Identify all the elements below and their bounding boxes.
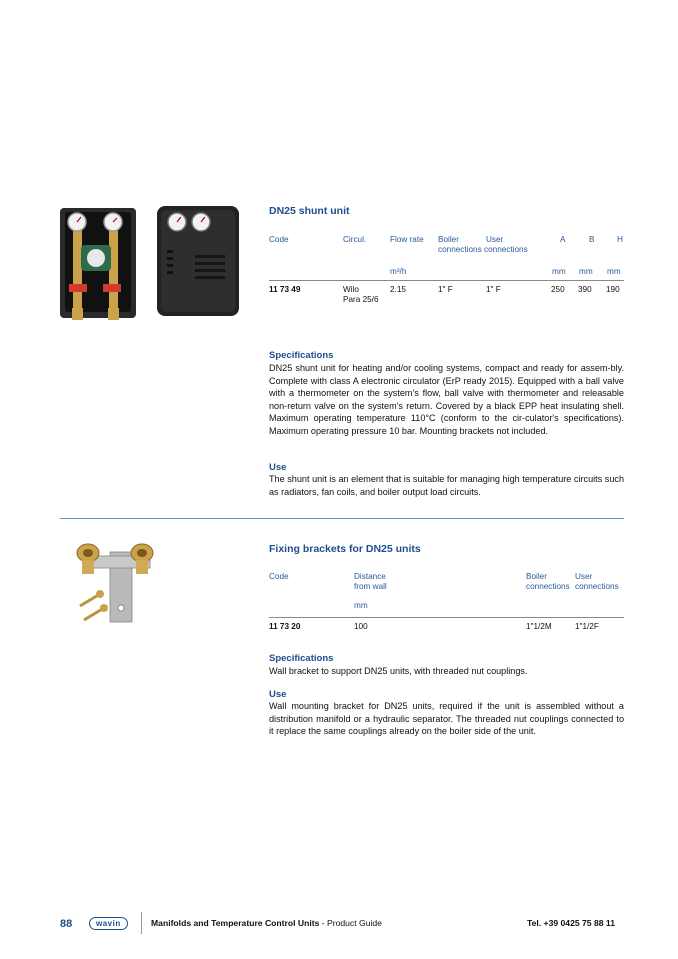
shunt-row-circul-l2: Para 25/6 [343, 295, 379, 304]
shunt-row-boiler: 1" F [438, 285, 453, 294]
shunt-unit-h: mm [607, 267, 621, 276]
brackets-unit-distance: mm [354, 601, 368, 610]
shunt-use-title: Use [269, 462, 287, 473]
shunt-th-h: H [617, 235, 623, 244]
fixing-bracket-image [70, 538, 165, 628]
brackets-th-user-l2: connections [575, 582, 619, 591]
shunt-unit-b: mm [579, 267, 593, 276]
brackets-th-boiler [526, 572, 570, 592]
brackets-spec-title: Specifications [269, 653, 334, 664]
shunt-th-b: B [589, 235, 595, 244]
brackets-spec-text: Wall bracket to support DN25 units, with threaded nut couplings. [269, 666, 528, 676]
footer-guide-bold: Manifolds and Temperature Control Units [151, 918, 320, 928]
shunt-th-user-l2: connections [484, 245, 528, 254]
brackets-row-distance: 100 [354, 622, 368, 631]
shunt-th-boiler-l2: connections [438, 245, 482, 254]
brackets-table-rule [269, 617, 624, 618]
shunt-th-a: A [560, 235, 566, 244]
footer-divider [141, 912, 142, 934]
wavin-logo: wavin [89, 917, 128, 930]
shunt-title: DN25 shunt unit [269, 205, 350, 217]
footer-guide [151, 918, 382, 928]
brackets-th-code: Code [269, 572, 289, 581]
shunt-th-user-l1: User [486, 235, 504, 244]
shunt-th-code: Code [269, 235, 289, 244]
shunt-unit-flow: m³/h [390, 267, 407, 276]
shunt-spec-title: Specifications [269, 350, 334, 361]
brackets-row-user: 1"1/2F [575, 622, 599, 631]
shunt-row-code: 11 73 49 [269, 285, 301, 294]
brackets-row-code: 11 73 20 [269, 622, 301, 631]
shunt-row-flow: 2.15 [390, 285, 406, 294]
brackets-th-distance [354, 572, 387, 592]
shunt-th-flow: Flow rate [390, 235, 424, 244]
brackets-th-distance-l1: Distance [354, 572, 386, 581]
brackets-th-user [575, 572, 619, 592]
brackets-th-user-l1: User [575, 572, 593, 581]
shunt-row-user: 1" F [486, 285, 501, 294]
brackets-th-boiler-l1: Boiler [526, 572, 547, 581]
shunt-row-a: 250 [551, 285, 565, 294]
shunt-row-circul [343, 285, 379, 305]
brackets-use-title: Use [269, 689, 287, 700]
brackets-row-boiler: 1"1/2M [526, 622, 552, 631]
shunt-th-user [486, 235, 528, 255]
shunt-table-rule [269, 280, 624, 281]
shunt-th-circul: Circul. [343, 235, 367, 244]
page-number: 88 [60, 918, 73, 930]
brackets-th-boiler-l2: connections [526, 582, 570, 591]
section-divider [60, 518, 624, 519]
shunt-row-b: 390 [578, 285, 592, 294]
shunt-spec-text: DN25 shunt unit for heating and/or cooling systems, compact and ready for assem-bly. Complete with class A electronic circulator (ErP ready 2015). Equipped with a ball valve with a thermometer on the system's flow, ball valve with thermometer and releasable non-return valve on the system's return. Covered by a black EPP heat insulating shell. Maximum operating temperature 110°C (conform to the cir-culator's specifications). Maximum operating pressure 10 bar. Mounting brackets not included. [269, 363, 624, 436]
shunt-use-text: The shunt unit is an element that is suitable for managing high temperature circuits such as radiators, fan coils, and boiler output load circuits. [269, 474, 624, 497]
shunt-th-boiler-l1: Boiler [438, 235, 459, 244]
brackets-title: Fixing brackets for DN25 units [269, 543, 421, 555]
brackets-th-distance-l2: from wall [354, 582, 387, 591]
brackets-use-text: Wall mounting bracket for DN25 units, required if the unit is assembled without a distribution manifold or a hydraulic separator. The threaded nut couplings connected to it replace the same couplings already on the boiler side of the unit. [269, 701, 624, 737]
footer-tel: Tel. +39 0425 75 88 11 [527, 918, 616, 928]
shunt-unit-image [55, 200, 245, 325]
footer-guide-rest: - Product Guide [319, 918, 382, 928]
shunt-th-boiler [438, 235, 482, 255]
shunt-unit-a: mm [552, 267, 566, 276]
shunt-row-h: 190 [606, 285, 620, 294]
shunt-row-circul-l1: Wilo [343, 285, 359, 294]
